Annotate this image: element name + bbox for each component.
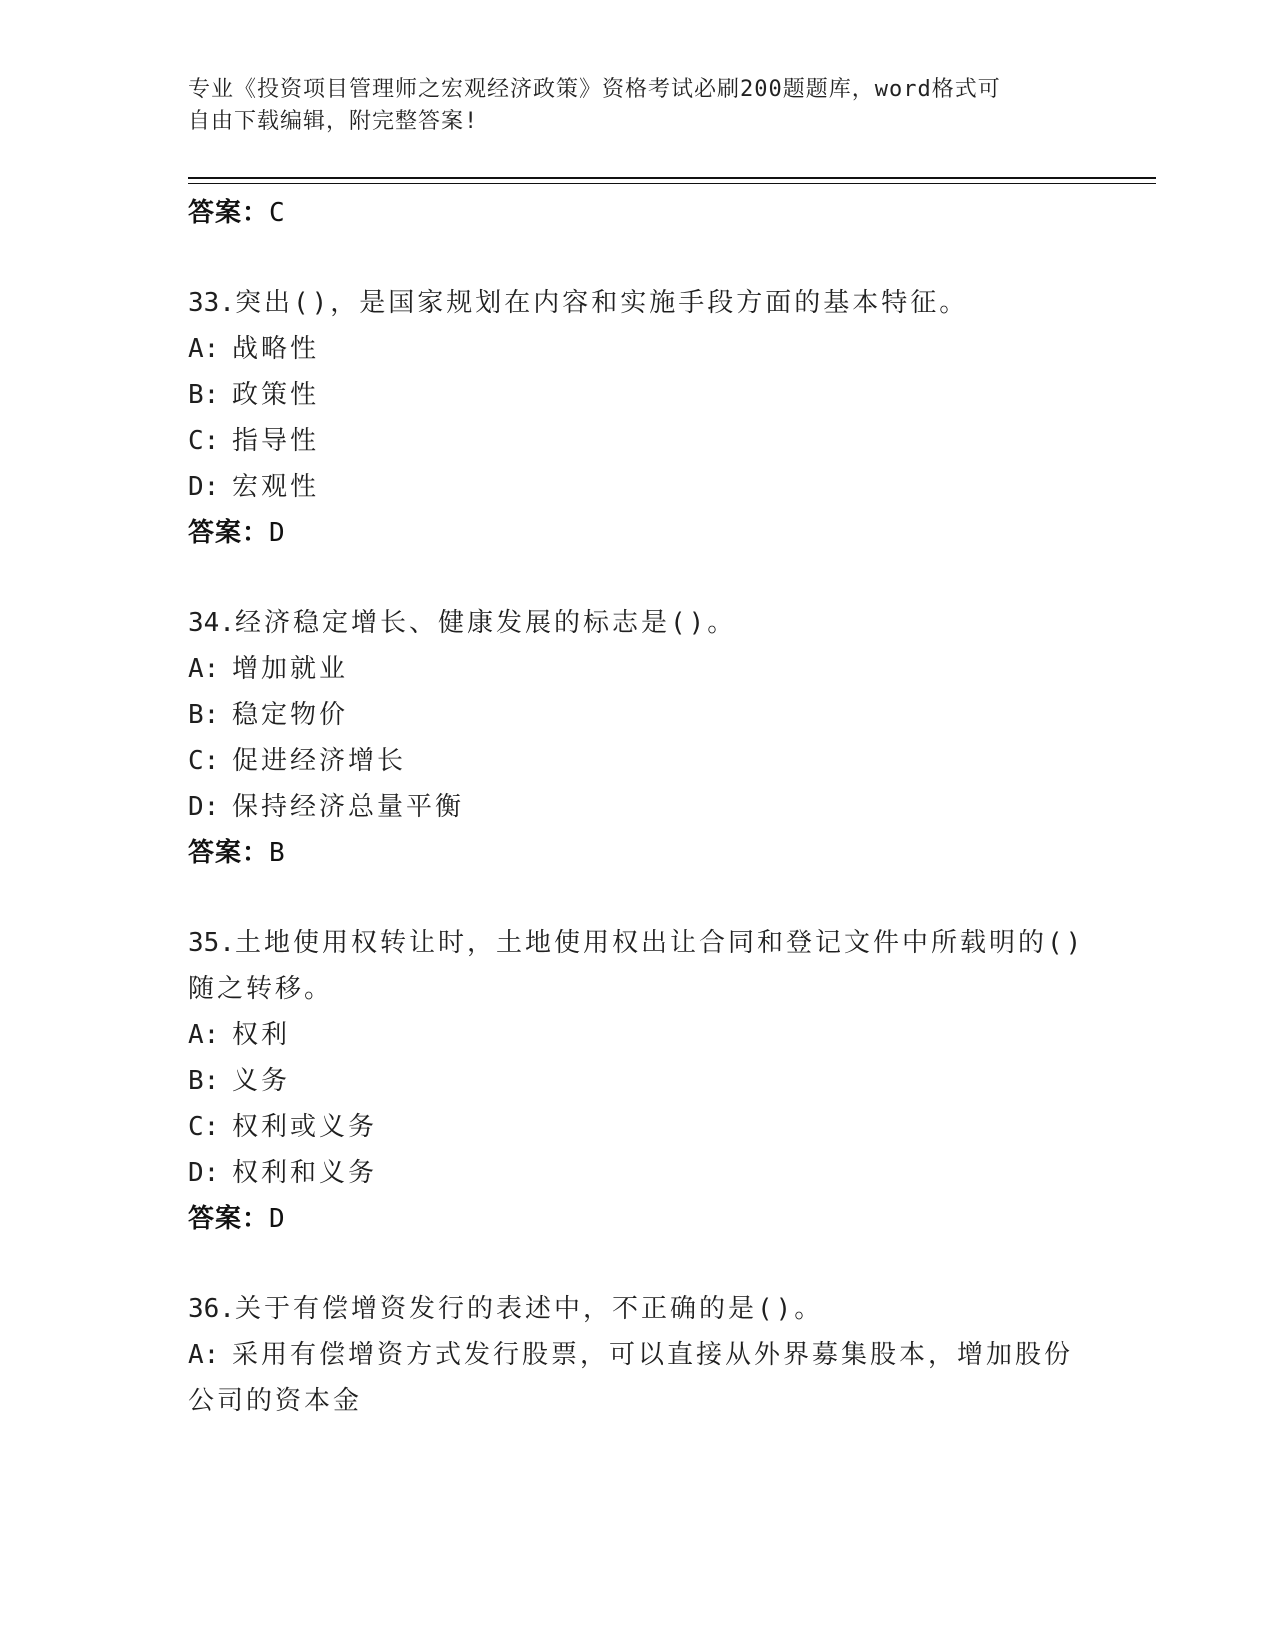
- answer-line: [188, 1196, 1088, 1242]
- question-text-line: 经济稳定增长、健康发展的标志是()。: [234, 608, 737, 638]
- option-letter: A:: [188, 1340, 220, 1370]
- option-item: [188, 784, 1088, 830]
- option-text: 促进经济增长: [232, 746, 407, 776]
- option-text: 权利或义务: [232, 1112, 378, 1142]
- option-text: 采用有偿增资方式发行股票，可以直接从外界募集股本，增加股份: [232, 1340, 1074, 1370]
- option-text: 宏观性: [232, 472, 320, 502]
- question-text-line: 突出()，是国家规划在内容和实施手段方面的基本特征。: [234, 288, 969, 318]
- question-block: [188, 1286, 1088, 1424]
- question-block: [188, 600, 1088, 920]
- spacer: [188, 1242, 1088, 1286]
- question-list: [188, 280, 1088, 1424]
- question-text-line: 土地使用权转让时，土地使用权出让合同和登记文件中所载明的(): [234, 928, 1085, 958]
- option-item: [188, 738, 1088, 784]
- option-letter: C:: [188, 746, 220, 776]
- option-text-continued: 公司的资本金: [188, 1386, 363, 1416]
- option-text: 增加就业: [232, 654, 349, 684]
- answer-label: 答案：: [188, 198, 270, 228]
- question-number: 34.: [188, 608, 235, 638]
- question-text: [188, 920, 1088, 966]
- spacer: [188, 556, 1088, 600]
- spacer: [188, 876, 1088, 920]
- question-number: 36.: [188, 1294, 235, 1324]
- document-body: [188, 190, 1088, 1424]
- option-item: [188, 1058, 1088, 1104]
- question-text: [188, 1286, 1088, 1332]
- option-item: [188, 646, 1088, 692]
- answer-label: 答案：: [188, 838, 270, 868]
- answer-value: D: [269, 518, 286, 548]
- option-item: [188, 1104, 1088, 1150]
- option-text: 义务: [232, 1066, 291, 1096]
- option-letter: A:: [188, 1020, 220, 1050]
- option-letter: D:: [188, 1158, 220, 1188]
- option-letter: D:: [188, 792, 220, 822]
- option-letter: C:: [188, 426, 220, 456]
- option-letter: B:: [188, 1066, 220, 1096]
- option-text: 政策性: [232, 380, 320, 410]
- option-letter: A:: [188, 334, 220, 364]
- option-letter: B:: [188, 380, 220, 410]
- option-letter: B:: [188, 700, 220, 730]
- option-item: [188, 1150, 1088, 1196]
- question-text: [188, 966, 1088, 1012]
- answer-value: C: [269, 198, 286, 228]
- question-number: 35.: [188, 928, 235, 958]
- question-text-line: 关于有偿增资发行的表述中，不正确的是()。: [234, 1294, 824, 1324]
- document-header: [188, 74, 1068, 138]
- option-item: [188, 1012, 1088, 1058]
- question-text: [188, 280, 1088, 326]
- option-letter: D:: [188, 472, 220, 502]
- option-text: 权利和义务: [232, 1158, 378, 1188]
- answer-line: [188, 190, 1088, 236]
- option-item: [188, 372, 1088, 418]
- option-text: 稳定物价: [232, 700, 349, 730]
- answer-value: D: [269, 1204, 286, 1234]
- answer-value: B: [269, 838, 286, 868]
- question-text: [188, 600, 1088, 646]
- question-block: [188, 280, 1088, 600]
- option-item: [188, 1332, 1088, 1378]
- question-number: 33.: [188, 288, 235, 318]
- option-letter: C:: [188, 1112, 220, 1142]
- header-divider-thin: [188, 183, 1156, 184]
- option-item: [188, 692, 1088, 738]
- answer-label: 答案：: [188, 1204, 270, 1234]
- question-text-line: 随之转移。: [188, 974, 334, 1004]
- option-letter: A:: [188, 654, 220, 684]
- header-divider-thick: [188, 177, 1156, 179]
- option-item: [188, 464, 1088, 510]
- answer-line: [188, 830, 1088, 876]
- answer-line: [188, 510, 1088, 556]
- answer-label: 答案：: [188, 518, 270, 548]
- option-item: [188, 326, 1088, 372]
- option-text: 指导性: [232, 426, 320, 456]
- spacer: [188, 236, 1088, 280]
- option-text: 战略性: [232, 334, 320, 364]
- question-block: [188, 920, 1088, 1286]
- option-text: 保持经济总量平衡: [232, 792, 465, 822]
- header-line-1: 专业《投资项目管理师之宏观经济政策》资格考试必刷200题题库，word格式可: [188, 77, 1001, 102]
- option-item: [188, 418, 1088, 464]
- header-line-2: 自由下载编辑，附完整答案!: [188, 109, 479, 134]
- option-text: 权利: [232, 1020, 291, 1050]
